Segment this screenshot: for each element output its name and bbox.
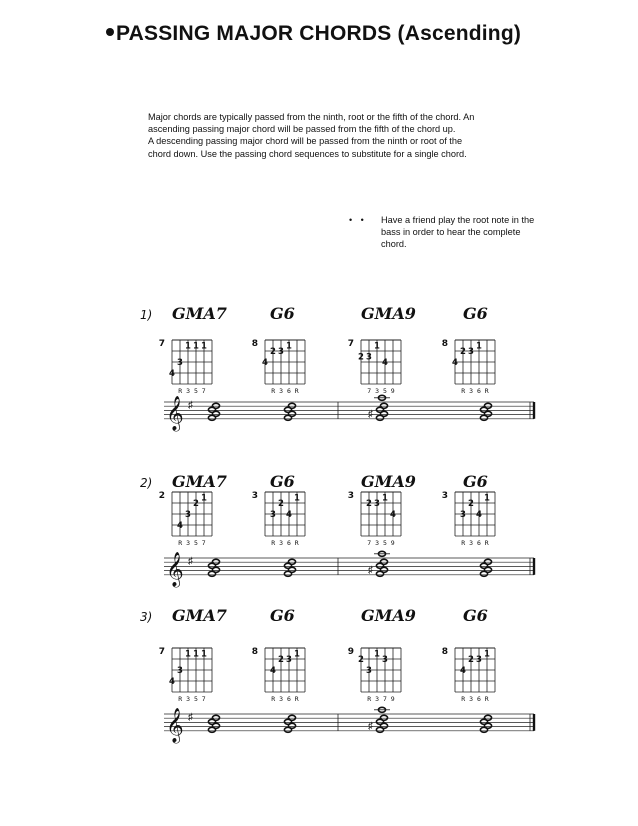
note-head <box>212 715 219 720</box>
row-number: 1) <box>140 308 153 322</box>
note-stack <box>368 707 390 732</box>
chord-name: GMA7 <box>172 606 227 625</box>
fret-number: 8 <box>251 647 258 657</box>
note-head <box>288 559 295 564</box>
note-head <box>484 403 491 408</box>
note-head <box>484 559 491 564</box>
finger-number: 2 <box>358 655 364 665</box>
chord-name: G6 <box>463 472 488 491</box>
finger-number: 1 <box>193 649 199 660</box>
finger-number: 1 <box>286 341 292 352</box>
finger-number: 3 <box>270 510 276 520</box>
finger-number: 4 <box>270 666 276 676</box>
intro-line: chord down. Use the passing chord sequences to substitute for a single chord. <box>148 148 467 159</box>
finger-number: 2 <box>468 655 474 665</box>
fret-number: 2 <box>158 491 165 501</box>
music-staff <box>164 707 534 744</box>
finger-number: 1 <box>185 341 191 352</box>
finger-number: 3 <box>286 655 292 665</box>
finger-number: 2 <box>278 655 284 665</box>
music-staff <box>164 551 534 588</box>
finger-number: 1 <box>374 341 380 352</box>
note-head <box>288 403 295 408</box>
chord-name: GMA7 <box>172 304 227 323</box>
interval-label: 7 3 5 9 <box>367 539 395 547</box>
chord-diagram <box>252 472 305 547</box>
tip-line: bass in order to hear the complete <box>381 227 521 238</box>
note-stack <box>480 715 491 732</box>
key-signature-icon: ♯ <box>188 556 193 567</box>
note-head <box>380 559 387 564</box>
finger-number: 4 <box>262 358 268 368</box>
finger-number: 3 <box>476 655 482 665</box>
chord-name: G6 <box>270 606 295 625</box>
chord-diagram <box>159 606 227 703</box>
finger-number: 1 <box>294 649 300 660</box>
finger-number: 2 <box>468 499 474 509</box>
interval-label: R 3 6 R <box>461 539 489 547</box>
note-stack <box>208 559 219 576</box>
finger-number: 4 <box>390 510 396 520</box>
intro-line: ascending passing major chord will be passed from the fifth of the chord up. <box>148 124 456 135</box>
finger-number: 4 <box>382 358 388 368</box>
finger-number: 2 <box>193 499 199 509</box>
finger-number: 3 <box>460 510 466 520</box>
finger-number: 2 <box>366 499 372 509</box>
chord-name: G6 <box>270 472 295 491</box>
finger-number: 3 <box>177 358 183 368</box>
page-title-text: PASSING MAJOR CHORDS (Ascending) <box>116 22 522 45</box>
finger-number: 1 <box>193 341 199 352</box>
fret-number: 3 <box>251 491 258 501</box>
finger-number: 3 <box>374 499 380 509</box>
chord-diagram <box>252 304 305 395</box>
chord-diagram <box>348 472 416 547</box>
interval-label: R 3 7 9 <box>367 695 395 703</box>
fret-number: 9 <box>347 647 354 657</box>
finger-number: 1 <box>484 649 490 660</box>
finger-number: 4 <box>169 677 175 687</box>
finger-number: 4 <box>177 521 183 531</box>
note-stack <box>480 559 491 576</box>
treble-clef-icon: 𝄞 <box>166 708 184 742</box>
chord-name: G6 <box>270 304 295 323</box>
interval-label: R 3 6 R <box>271 539 299 547</box>
interval-label: R 3 6 R <box>271 695 299 703</box>
finger-number: 1 <box>201 341 207 352</box>
finger-number: 3 <box>185 510 191 520</box>
finger-number: 1 <box>201 493 207 504</box>
note-stack <box>208 403 219 420</box>
fret-number: 7 <box>158 339 165 349</box>
note-head <box>380 403 387 408</box>
finger-number: 1 <box>476 341 482 352</box>
chord-diagram <box>159 304 227 395</box>
finger-number: 3 <box>468 347 474 357</box>
finger-number: 1 <box>382 493 388 504</box>
finger-number: 2 <box>460 347 466 357</box>
finger-number: 3 <box>177 666 183 676</box>
note-head <box>484 715 491 720</box>
intro-line: A descending passing major chord will be passed from the ninth or root of the <box>148 136 463 147</box>
fret-number: 3 <box>441 491 448 501</box>
chord-diagram <box>442 304 495 395</box>
finger-number: 4 <box>452 358 458 368</box>
fret-number: 8 <box>441 339 448 349</box>
chord-name: GMA9 <box>361 472 416 491</box>
interval-label: R 3 6 R <box>461 387 489 395</box>
interval-label: R 3 6 R <box>461 695 489 703</box>
finger-number: 4 <box>476 510 482 520</box>
finger-number: 4 <box>169 369 175 379</box>
key-signature-icon: ♯ <box>188 712 193 723</box>
finger-number: 4 <box>286 510 292 520</box>
fret-number: 7 <box>158 647 165 657</box>
interval-label: R 3 5 7 <box>178 387 206 395</box>
finger-number: 1 <box>374 649 380 660</box>
finger-number: 2 <box>358 352 364 363</box>
finger-number: 3 <box>366 666 372 676</box>
tip-bullets: • • <box>349 215 367 225</box>
fret-number: 7 <box>347 339 354 349</box>
note-stack <box>284 559 295 576</box>
finger-number: 1 <box>294 493 300 504</box>
finger-number: 3 <box>382 655 388 665</box>
chord-diagram <box>252 606 305 703</box>
note-head <box>212 559 219 564</box>
fret-number: 8 <box>251 339 258 349</box>
chord-row-1 <box>140 304 534 432</box>
tip-line: Have a friend play the root note in the <box>381 215 535 225</box>
note-stack <box>208 715 219 732</box>
chord-diagram <box>348 304 416 395</box>
note-head <box>380 715 387 720</box>
fret-number: 3 <box>347 491 354 501</box>
chord-diagram <box>348 606 416 703</box>
sharp-icon: ♯ <box>368 720 373 732</box>
finger-number: 3 <box>366 352 372 363</box>
note-stack <box>480 403 491 420</box>
note-stack <box>284 715 295 732</box>
note-stack <box>368 395 390 420</box>
finger-number: 4 <box>460 666 466 676</box>
interval-label: R 3 5 7 <box>178 539 206 547</box>
tip-line: chord. <box>381 239 407 250</box>
treble-clef-icon: 𝄞 <box>166 396 184 430</box>
finger-number: 3 <box>278 347 284 357</box>
interval-label: R 3 5 7 <box>178 695 206 703</box>
sharp-icon: ♯ <box>368 564 373 576</box>
note-head <box>288 715 295 720</box>
chord-name: G6 <box>463 304 488 323</box>
intro-line: Major chords are typically passed from the ninth, root or the fifth of the chord. An <box>148 112 475 122</box>
treble-clef-icon: 𝄞 <box>166 552 184 586</box>
finger-number: 2 <box>278 499 284 509</box>
chord-name: G6 <box>463 606 488 625</box>
row-number: 3) <box>140 610 153 624</box>
note-stack <box>368 551 390 576</box>
chord-row-3 <box>140 606 534 744</box>
chord-name: GMA7 <box>172 472 227 491</box>
key-signature-icon: ♯ <box>188 400 193 411</box>
note-stack <box>284 403 295 420</box>
chord-diagram <box>442 606 495 703</box>
chord-name: GMA9 <box>361 606 416 625</box>
row-number: 2) <box>140 476 153 490</box>
note-head <box>212 403 219 408</box>
sharp-icon: ♯ <box>368 408 373 420</box>
music-staff <box>164 395 534 432</box>
chord-diagram <box>159 472 227 547</box>
finger-number: 1 <box>185 649 191 660</box>
finger-number: 2 <box>270 347 276 357</box>
chord-name: GMA9 <box>361 304 416 323</box>
finger-number: 1 <box>484 493 490 504</box>
chord-row-2 <box>140 472 534 588</box>
fret-number: 8 <box>441 647 448 657</box>
chord-diagram <box>442 472 495 547</box>
finger-number: 1 <box>201 649 207 660</box>
interval-label: R 3 6 R <box>271 387 299 395</box>
interval-label: 7 3 5 9 <box>367 387 395 395</box>
